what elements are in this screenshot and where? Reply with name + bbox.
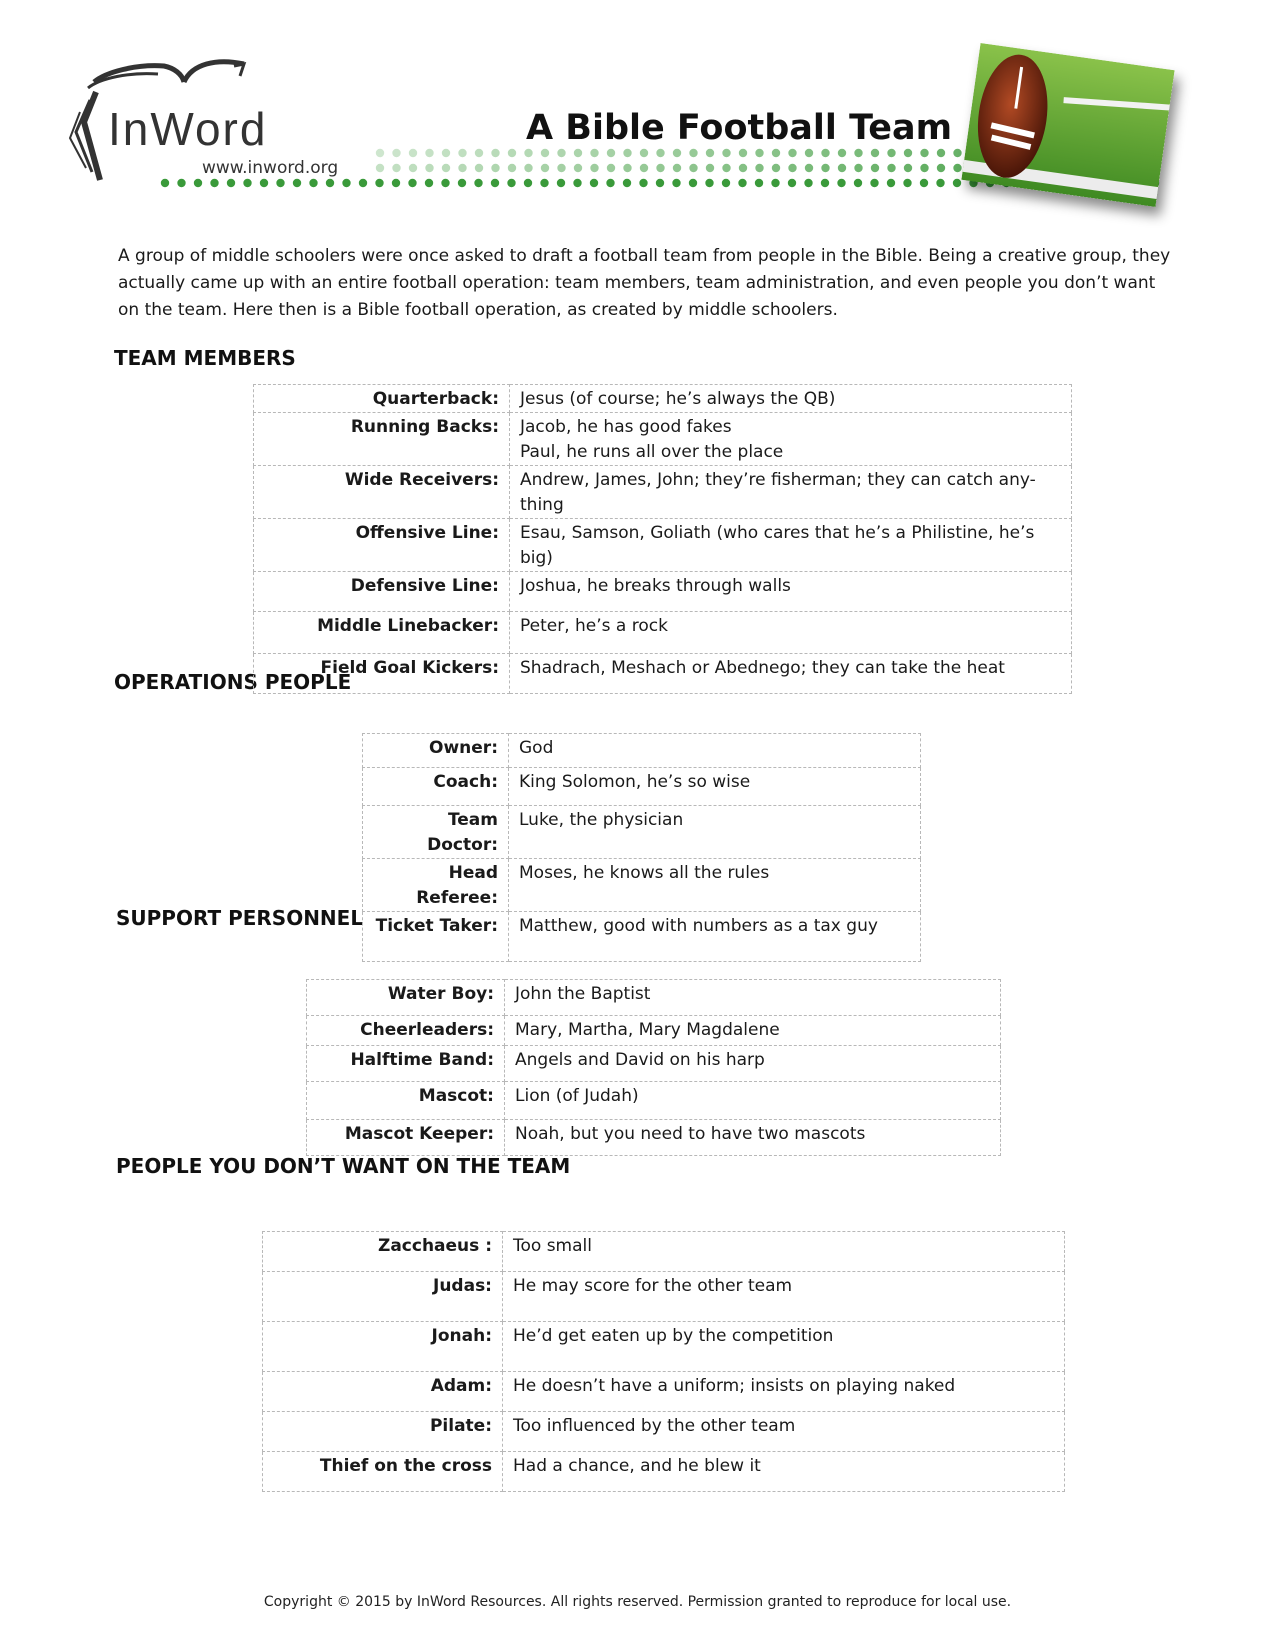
decorative-dot bbox=[656, 149, 664, 157]
table-row bbox=[263, 1412, 1065, 1452]
decorative-dot bbox=[805, 164, 813, 172]
decorative-dot bbox=[837, 179, 845, 187]
row-label: Mascot: bbox=[307, 1082, 505, 1120]
table-row bbox=[307, 1082, 1001, 1120]
decorative-dot bbox=[541, 164, 549, 172]
row-value: Peter, he’s a rock bbox=[510, 612, 1072, 654]
decorative-dot bbox=[854, 164, 862, 172]
decorative-dot bbox=[887, 164, 895, 172]
intro-paragraph: A group of middle schoolers were once asked to draft a football team from people in the Bible. Being a creative group, they actually came up with an entire football operation: team members, team administration, and even people you don’t want on the team. Here then is a Bible football operation, as created by middle schoolers. bbox=[118, 246, 1171, 320]
decorative-dot bbox=[821, 179, 829, 187]
decorative-dot bbox=[755, 164, 763, 172]
decorative-dot bbox=[640, 164, 648, 172]
decorative-dot bbox=[524, 179, 532, 187]
table-row bbox=[307, 1016, 1001, 1046]
table-row bbox=[307, 1046, 1001, 1082]
decorative-dot bbox=[491, 164, 499, 172]
decorative-dot bbox=[276, 179, 284, 187]
row-label: Offensive Line: bbox=[254, 519, 510, 572]
decorative-dot bbox=[623, 164, 631, 172]
decorative-dot bbox=[573, 179, 581, 187]
decorative-dot bbox=[524, 149, 532, 157]
decorative-dot bbox=[326, 179, 334, 187]
decorative-dot bbox=[772, 164, 780, 172]
decorative-dot bbox=[524, 164, 532, 172]
row-label: Halftime Band: bbox=[307, 1046, 505, 1082]
decorative-dot bbox=[689, 179, 697, 187]
decorative-dot bbox=[574, 149, 582, 157]
decorative-dot bbox=[508, 149, 516, 157]
decorative-dot bbox=[722, 164, 730, 172]
row-label: Quarterback: bbox=[254, 385, 510, 413]
table-row bbox=[254, 466, 1072, 519]
decorative-dot bbox=[409, 164, 417, 172]
decorative-dot bbox=[771, 179, 779, 187]
table-row bbox=[254, 612, 1072, 654]
decorative-dot bbox=[376, 164, 384, 172]
decorative-dot bbox=[838, 149, 846, 157]
decorative-dot bbox=[953, 149, 961, 157]
decorative-dot bbox=[887, 149, 895, 157]
decorative-dot bbox=[409, 149, 417, 157]
row-value: He’d get eaten up by the competition bbox=[503, 1322, 1065, 1372]
row-label: Mascot Keeper: bbox=[307, 1120, 505, 1156]
decorative-dot bbox=[805, 149, 813, 157]
decorative-dot bbox=[953, 164, 961, 172]
decorative-dot bbox=[903, 179, 911, 187]
decorative-dot bbox=[739, 149, 747, 157]
decorative-dot bbox=[871, 149, 879, 157]
decorative-dot bbox=[722, 149, 730, 157]
decorative-dot bbox=[640, 149, 648, 157]
table-row bbox=[254, 654, 1072, 694]
football-icon bbox=[961, 43, 1174, 207]
decorative-dot bbox=[177, 179, 185, 187]
decorative-dot bbox=[392, 164, 400, 172]
table-row bbox=[363, 734, 921, 768]
decorative-dot bbox=[574, 164, 582, 172]
row-label: Judas: bbox=[263, 1272, 503, 1322]
decorative-dot bbox=[425, 149, 433, 157]
row-value: Jesus (of course; he’s always the QB) bbox=[510, 385, 1072, 413]
decorative-dot bbox=[920, 164, 928, 172]
table-row bbox=[254, 572, 1072, 612]
decorative-dot bbox=[673, 149, 681, 157]
row-value: John the Baptist bbox=[505, 980, 1001, 1016]
decorative-dot bbox=[887, 179, 895, 187]
decorative-dot bbox=[656, 164, 664, 172]
decorative-dot bbox=[854, 149, 862, 157]
decorative-dot bbox=[623, 179, 631, 187]
decorative-dot bbox=[557, 179, 565, 187]
row-label: Field Goal Kickers: bbox=[254, 654, 510, 694]
decorative-dot bbox=[425, 179, 433, 187]
row-value: King Solomon, he’s so wise bbox=[509, 768, 921, 806]
row-value: Mary, Martha, Mary Magdalene bbox=[505, 1016, 1001, 1046]
table-row bbox=[363, 768, 921, 806]
support-table bbox=[306, 979, 1001, 1156]
section-heading-operations: OPERATIONS PEOPLE bbox=[114, 670, 352, 694]
decorative-dot bbox=[540, 179, 548, 187]
decorative-dot bbox=[689, 149, 697, 157]
page-title: A Bible Football Team bbox=[526, 108, 953, 148]
decorative-dot bbox=[590, 164, 598, 172]
row-label: Cheerleaders: bbox=[307, 1016, 505, 1046]
row-label: Ticket Taker: bbox=[363, 912, 509, 962]
row-value: Moses, he knows all the rules bbox=[509, 859, 921, 912]
row-label: Zacchaeus : bbox=[263, 1232, 503, 1272]
row-value: Shadrach, Meshach or Abednego; they can take the heat bbox=[510, 654, 1072, 694]
table-row bbox=[254, 413, 1072, 466]
decorative-dot bbox=[623, 149, 631, 157]
decorative-dot bbox=[689, 164, 697, 172]
decorative-dot bbox=[243, 179, 251, 187]
table-row bbox=[263, 1322, 1065, 1372]
operations-table bbox=[362, 733, 921, 962]
row-label: Coach: bbox=[363, 768, 509, 806]
table-row bbox=[263, 1232, 1065, 1272]
decorative-dot bbox=[475, 164, 483, 172]
row-label: Adam: bbox=[263, 1372, 503, 1412]
decorative-dot bbox=[392, 179, 400, 187]
row-value: Esau, Samson, Goliath (who cares that he’s a Philistine, he’s big) bbox=[510, 519, 1072, 572]
decorative-dot bbox=[937, 164, 945, 172]
table-row bbox=[363, 912, 921, 962]
decorative-dot bbox=[738, 179, 746, 187]
decorative-dot bbox=[359, 179, 367, 187]
decorative-dot bbox=[936, 179, 944, 187]
decorative-dot bbox=[854, 179, 862, 187]
decorative-dot bbox=[953, 179, 961, 187]
decorative-dot bbox=[656, 179, 664, 187]
decorative-dot bbox=[755, 149, 763, 157]
row-label: Pilate: bbox=[263, 1412, 503, 1452]
row-value-line: Jacob, he has good fakes bbox=[520, 417, 732, 437]
decorative-dot bbox=[821, 164, 829, 172]
section-heading-unwanted: PEOPLE YOU DON’T WANT ON THE TEAM bbox=[116, 1154, 571, 1178]
logo-url: www.inword.org bbox=[202, 158, 339, 178]
decorative-dot bbox=[458, 149, 466, 157]
decorative-dot bbox=[920, 179, 928, 187]
decorative-dot bbox=[376, 149, 384, 157]
decorative-dot bbox=[227, 179, 235, 187]
table-row bbox=[363, 806, 921, 859]
row-value bbox=[510, 466, 1072, 519]
decorative-dot bbox=[705, 179, 713, 187]
decorative-dot bbox=[408, 179, 416, 187]
table-row bbox=[263, 1372, 1065, 1412]
row-value: Too small bbox=[503, 1232, 1065, 1272]
decorative-dot bbox=[458, 164, 466, 172]
row-label: Team Doctor: bbox=[363, 806, 509, 859]
row-value-line: thing bbox=[520, 495, 564, 515]
decorative-dot bbox=[507, 179, 515, 187]
decorative-dot bbox=[442, 164, 450, 172]
row-value-line: Andrew, James, John; they’re fisherman; they can catch any- bbox=[520, 470, 1036, 490]
row-value: He may score for the other team bbox=[503, 1272, 1065, 1322]
decorative-dot bbox=[607, 164, 615, 172]
decorative-dot bbox=[590, 149, 598, 157]
decorative-dot bbox=[260, 179, 268, 187]
table-row bbox=[363, 859, 921, 912]
decorative-dot bbox=[838, 164, 846, 172]
decorative-dot bbox=[342, 179, 350, 187]
decorative-dot bbox=[673, 164, 681, 172]
section-heading-support: SUPPORT PERSONNEL bbox=[116, 906, 364, 930]
decorative-dot bbox=[920, 149, 928, 157]
row-label: Head Referee: bbox=[363, 859, 509, 912]
row-value-line: Paul, he runs all over the place bbox=[520, 442, 784, 462]
row-value: Luke, the physician bbox=[509, 806, 921, 859]
football-photo bbox=[961, 43, 1174, 207]
decorative-dot bbox=[606, 179, 614, 187]
decorative-dot bbox=[293, 179, 301, 187]
row-label: Middle Linebacker: bbox=[254, 612, 510, 654]
decorative-dot bbox=[706, 149, 714, 157]
row-value: Joshua, he breaks through walls bbox=[510, 572, 1072, 612]
decorative-dot bbox=[870, 179, 878, 187]
decorative-dot bbox=[375, 179, 383, 187]
decorative-dot bbox=[937, 149, 945, 157]
section-heading-team-members: TEAM MEMBERS bbox=[114, 346, 296, 370]
decorative-dot bbox=[392, 149, 400, 157]
row-value: Lion (of Judah) bbox=[505, 1082, 1001, 1120]
row-label: Jonah: bbox=[263, 1322, 503, 1372]
decorative-dot bbox=[442, 149, 450, 157]
decorative-dot bbox=[639, 179, 647, 187]
table-row bbox=[254, 519, 1072, 572]
row-value: Matthew, good with numbers as a tax guy bbox=[509, 912, 921, 962]
row-label: Owner: bbox=[363, 734, 509, 768]
decorative-dot bbox=[904, 164, 912, 172]
decorative-dot bbox=[309, 179, 317, 187]
row-value: Too influenced by the other team bbox=[503, 1412, 1065, 1452]
decorative-dot bbox=[788, 179, 796, 187]
table-row bbox=[307, 1120, 1001, 1156]
copyright-footer: Copyright © 2015 by InWord Resources. All rights reserved. Permission granted to reproduce for local use. bbox=[263, 1594, 1012, 1610]
decorative-dot bbox=[672, 179, 680, 187]
decorative-dot bbox=[788, 149, 796, 157]
row-value: God bbox=[509, 734, 921, 768]
decorative-dot bbox=[441, 179, 449, 187]
decorative-dot bbox=[508, 164, 516, 172]
table-row bbox=[307, 980, 1001, 1016]
row-value: Noah, but you need to have two mascots bbox=[505, 1120, 1001, 1156]
row-value: He doesn’t have a uniform; insists on playing naked bbox=[503, 1372, 1065, 1412]
decorative-dot bbox=[607, 149, 615, 157]
decorative-dot bbox=[821, 149, 829, 157]
decorative-dot bbox=[871, 164, 879, 172]
decorative-dot bbox=[755, 179, 763, 187]
decorative-dot bbox=[194, 179, 202, 187]
row-value: Angels and David on his harp bbox=[505, 1046, 1001, 1082]
decorative-dot bbox=[541, 149, 549, 157]
team-members-table bbox=[253, 384, 1072, 694]
decorative-dot bbox=[706, 164, 714, 172]
decorative-dot bbox=[590, 179, 598, 187]
decorative-dot bbox=[474, 179, 482, 187]
decorative-dot bbox=[491, 179, 499, 187]
decorative-dot bbox=[904, 149, 912, 157]
decorative-dot bbox=[425, 164, 433, 172]
table-row bbox=[254, 385, 1072, 413]
row-label: Water Boy: bbox=[307, 980, 505, 1016]
decorative-dot bbox=[491, 149, 499, 157]
row-label: Defensive Line: bbox=[254, 572, 510, 612]
row-label: Thief on the cross bbox=[263, 1452, 503, 1492]
decorative-dot bbox=[722, 179, 730, 187]
table-row bbox=[263, 1272, 1065, 1322]
decorative-dot bbox=[557, 149, 565, 157]
decorative-dot bbox=[804, 179, 812, 187]
row-label: Running Backs: bbox=[254, 413, 510, 466]
table-row bbox=[263, 1452, 1065, 1492]
decorative-dot bbox=[475, 149, 483, 157]
unwanted-table bbox=[262, 1231, 1065, 1492]
decorative-dot bbox=[557, 164, 565, 172]
decorative-dot bbox=[161, 179, 169, 187]
decorative-dot bbox=[788, 164, 796, 172]
row-value bbox=[510, 413, 1072, 466]
decorative-dot bbox=[772, 149, 780, 157]
decorative-dot bbox=[458, 179, 466, 187]
decorative-dot bbox=[739, 164, 747, 172]
row-value: Had a chance, and he blew it bbox=[503, 1452, 1065, 1492]
logo-wordmark: InWord bbox=[108, 103, 268, 155]
row-label: Wide Receivers: bbox=[254, 466, 510, 519]
decorative-dot bbox=[210, 179, 218, 187]
